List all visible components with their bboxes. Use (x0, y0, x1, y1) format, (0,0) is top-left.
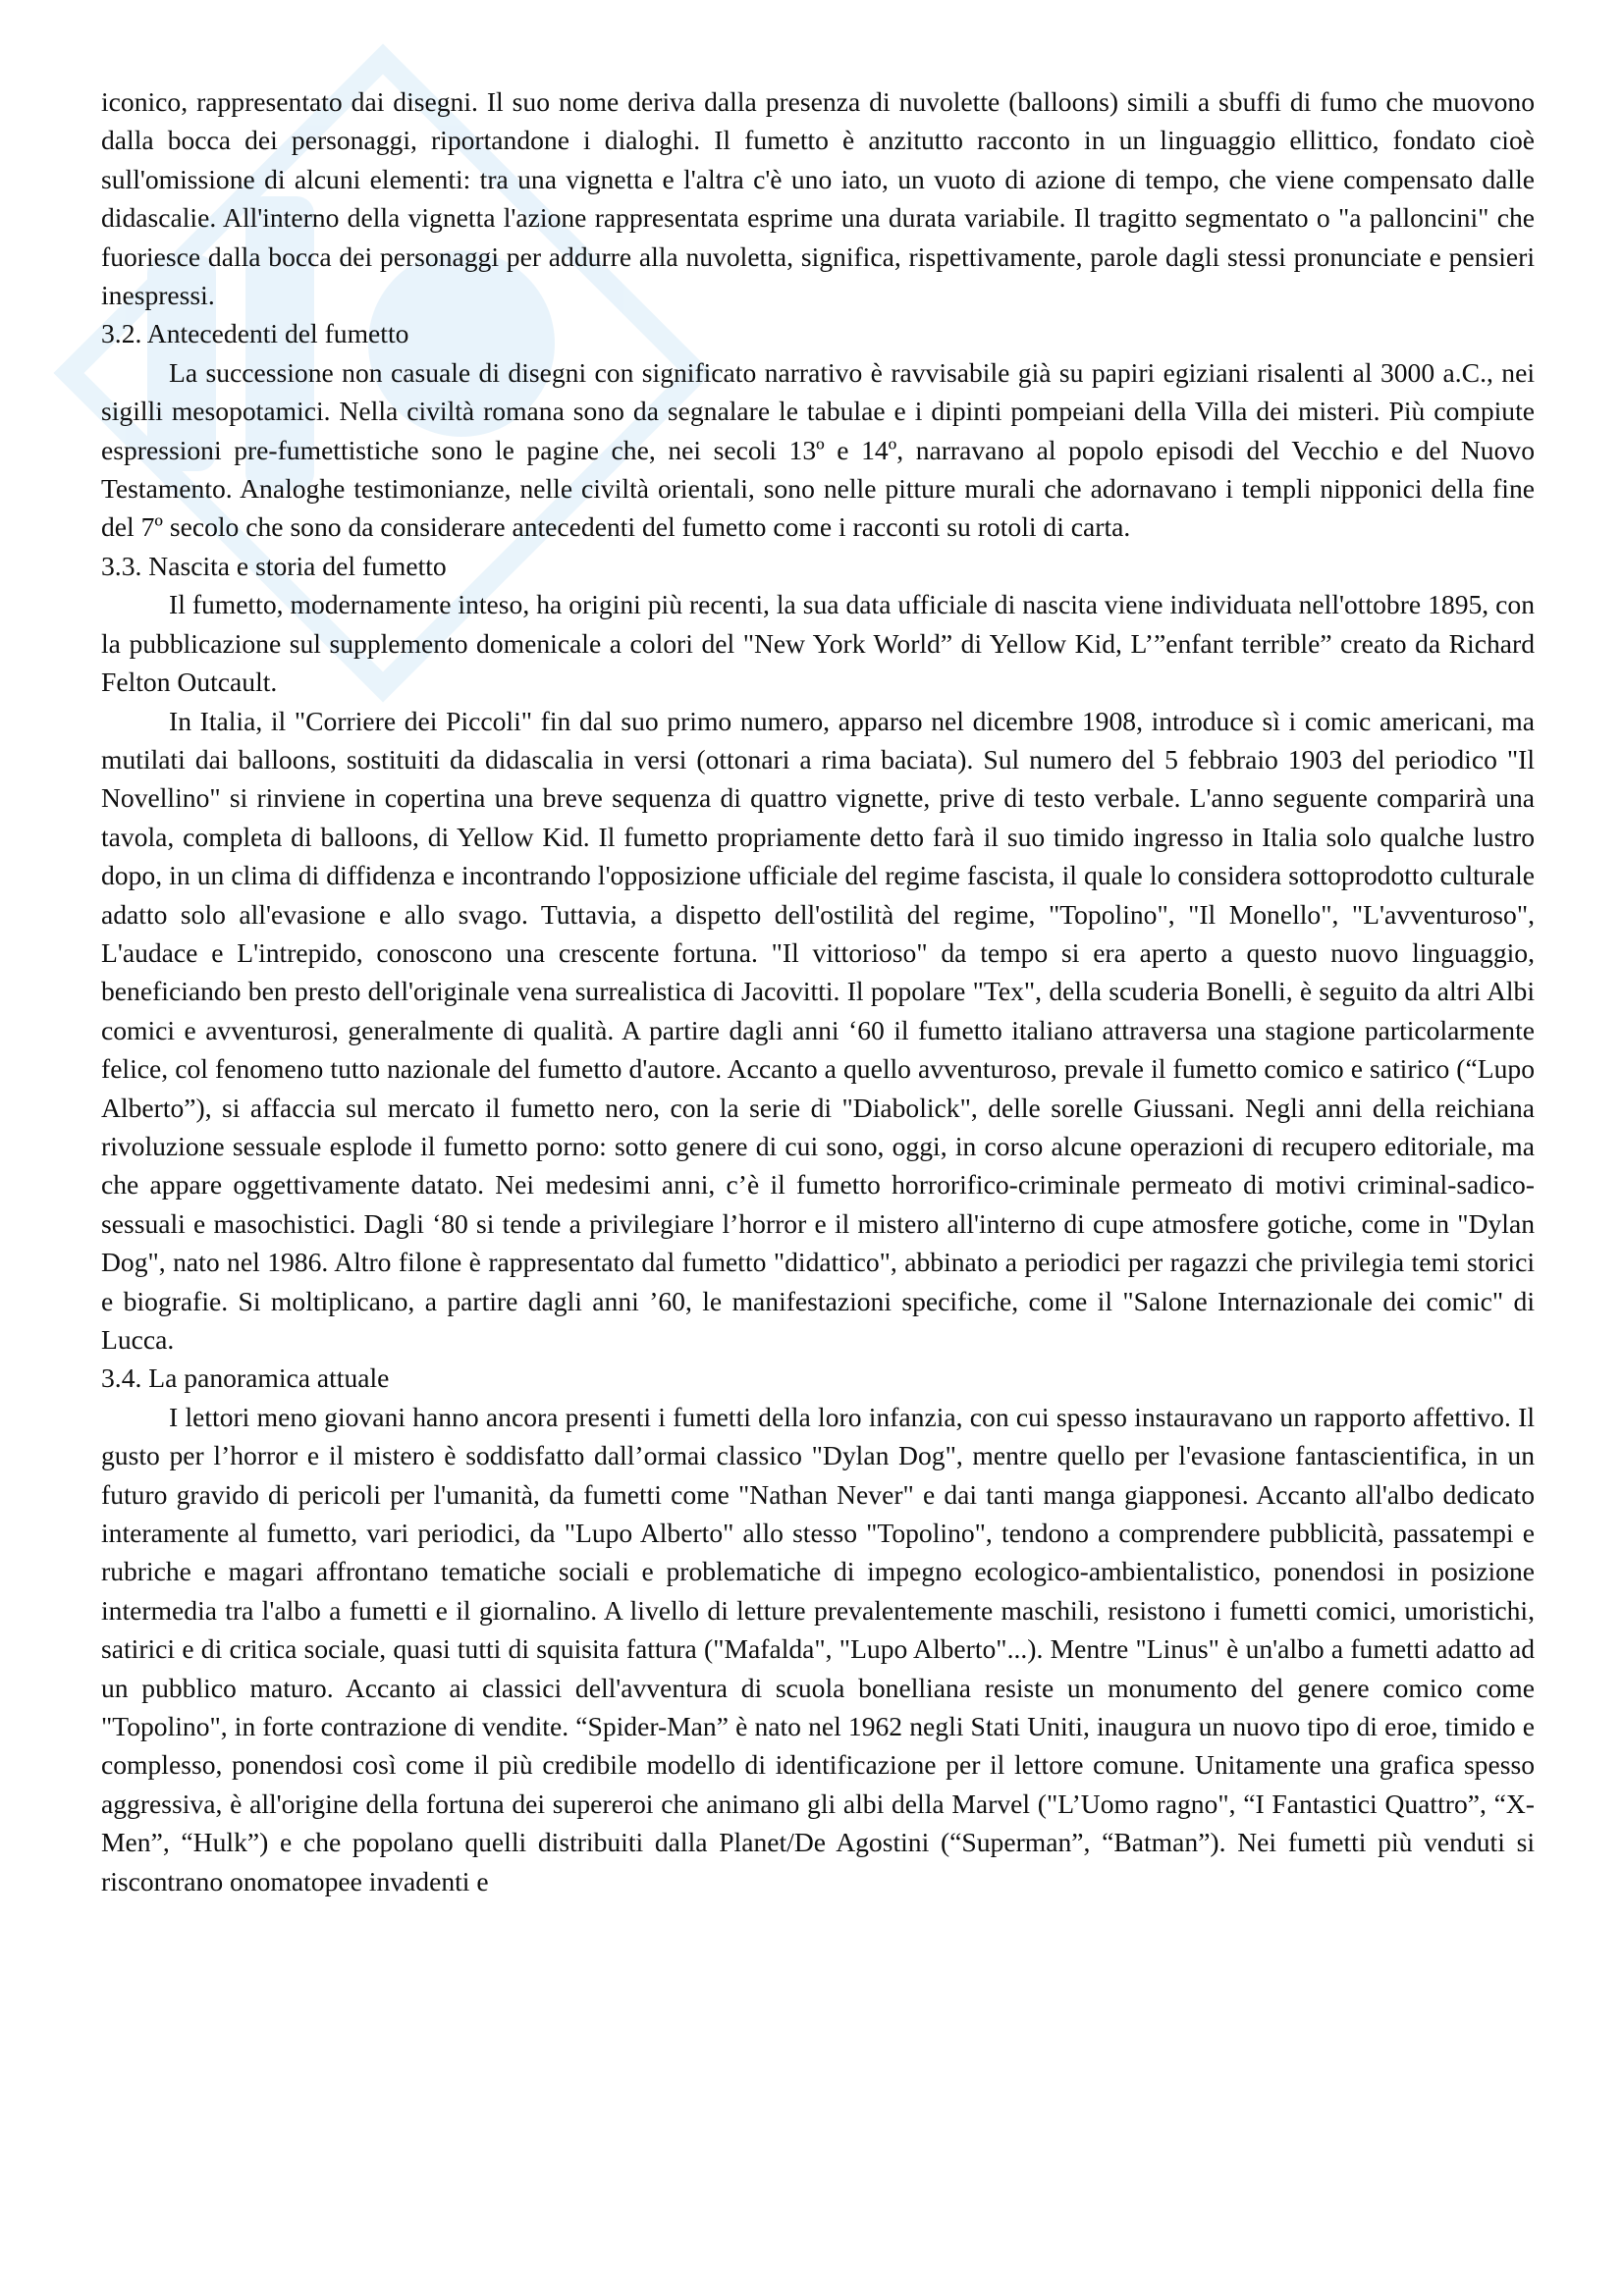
section-heading: 3.3. Nascita e storia del fumetto (101, 550, 447, 581)
body-paragraph: La successione non casuale di disegni con significato narrativo è ravvisabile già su papiri egiziani risalenti al 3000 a.C., nei sigilli mesopotamici. Nella civiltà romana sono da segnalare le tabulae e i dipinti pompeiani della Villa dei misteri. Più compiute espressioni pre-fumettistiche sono le pagine che, nei secoli 13º e 14º, narravano al popolo episodi del Vecchio e del Nuovo Testamento. Analoghe testimonianze, nelle civiltà orientali, sono nelle pitture murali che adornavano i templi nipponici della fine del 7º secolo che sono da considerare antecedenti del fumetto come i racconti su rotoli di carta. (101, 356, 1535, 543)
document-page (101, 82, 1535, 1900)
section-heading: 3.2. Antecedenti del fumetto (101, 318, 409, 349)
body-paragraph: In Italia, il "Corriere dei Piccoli" fin dal suo primo numero, apparso nel dicembre 1908, introduce sì i comic americani, ma mutilati dai balloons, sostituiti da didascalia in versi (ottonari a rima baciata). Sul numero del 5 febbraio 1903 del periodico "Il Novellino" si rinviene in copertina una breve sequenza di quattro vignette, prive di testo verbale. L'anno seguente comparirà una tavola, completa di balloons, di Yellow Kid. Il fumetto propriamente detto farà il suo timido ingresso in Italia solo qualche lustro dopo, in un clima di diffidenza e incontrando l'opposizione ufficiale del regime fascista, il quale lo considera sottoprodotto culturale adatto solo all'evasione e allo svago. Tuttavia, a dispetto dell'ostilità del regime, "Topolino", "Il Monello", "L'avventuroso", L'audace e L'intrepido, conoscono una crescente fortuna. "Il vittorioso" da tempo si era aperto a questo nuovo linguaggio, beneficiando ben presto dell'originale vena surrealistica di Jacovitti. Il popolare "Tex", della scuderia Bonelli, è seguito da altri Albi comici e avventurosi, generalmente di qualità. A partire dagli anni ‘60 il fumetto italiano attraversa una stagione particolarmente felice, col fenomeno tutto nazionale del fumetto d'autore. Accanto a quello avventuroso, prevale il fumetto comico e satirico (“Lupo Alberto”), si affaccia sul mercato il fumetto nero, con la serie di "Diabolick", delle sorelle Giussani. Negli anni della reichiana rivoluzione sessuale esplode il fumetto porno: sotto genere di cui sono, oggi, in corso alcune operazioni di recupero editoriale, ma che appare oggettivamente datato. Nei medesimi anni, c’è il fumetto horrorifico-criminale permeato di motivi criminal-sadico-sessuali e masochistici. Dagli ‘80 si tende a privilegiare l’horror e il mistero all'interno di cupe atmosfere gotiche, come in "Dylan Dog", nato nel 1986. Altro filone è rappresentato dal fumetto "didattico", abbinato a periodici per ragazzi che privilegia temi storici e biografie. Si moltiplicano, a partire dagli anni ’60, le manifestazioni specifiche, come il "Salone Internazionale dei comic" di Lucca. (101, 705, 1535, 1355)
body-paragraph: I lettori meno giovani hanno ancora presenti i fumetti della loro infanzia, con cui spesso instauravano un rapporto affettivo. Il gusto per l’horror e il mistero è soddisfatto dall’ormai classico "Dylan Dog", mentre quello per l'evasione fantascientifica, in un futuro gravido di pericoli per l'umanità, da fumetti come "Nathan Never" e dai tanti manga giapponesi. Accanto all'albo dedicato interamente al fumetto, vari periodici, da "Lupo Alberto" allo stesso "Topolino", tendono a comprendere pubblicità, passatempi e rubriche e magari affrontano tematiche sociali e problematiche di impegno ecologico-ambientalistico, ponendosi in posizione intermedia tra l'albo a fumetti e il giornalino. A livello di letture prevalentemente maschili, resistono i fumetti comici, umoristichi, satirici e di critica sociale, quasi tutti di squisita fattura ("Mafalda", "Lupo Alberto"...). Mentre "Linus" è un'albo a fumetti adatto ad un pubblico maturo. Accanto ai classici dell'avventura di scuola bonelliana resiste un monumento del genere comico come "Topolino", in forte contrazione di vendite. “Spider-Man” è nato nel 1962 negli Stati Uniti, inaugura un nuovo tipo di eroe, timido e complesso, ponendosi così come il più credibile modello di identificazione per il lettore comune. Unitamente una grafica spesso aggressiva, è all'origine della fortuna dei supereroi che animano gli albi della Marvel ("L’Uomo ragno", “I Fantastici Quattro”, “X-Men”, “Hulk”) e che popolano quelli distribuiti dalla Planet/De Agostini (“Superman”, “Batman”). Nei fumetti più venduti si riscontrano onomatopee invadenti e (101, 1401, 1535, 1896)
body-paragraph: Il fumetto, modernamente inteso, ha origini più recenti, la sua data ufficiale di nascita viene individuata nell'ottobre 1895, con la pubblicazione sul supplemento domenicale a colori del "New York World” di Yellow Kid, L’”enfant terrible” creato da Richard Felton Outcault. (101, 589, 1535, 698)
body-paragraph: iconico, rappresentato dai disegni. Il suo nome deriva dalla presenza di nuvolette (balloons) simili a sbuffi di fumo che muovono dalla bocca dei personaggi, riportandone i dialoghi. Il fumetto è anzitutto racconto in un linguaggio ellittico, fondato cioè sull'omissione di alcuni elementi: tra una vignetta e l'altra c'è uno iato, un vuoto di azione di tempo, che viene compensato dalle didascalie. All'interno della vignetta l'azione rappresentata esprime una durata variabile. Il tragitto segmentato o "a palloncini" che fuoriesce dalla bocca dei personaggi per addurre alla nuvoletta, significa, rispettivamente, parole dagli stessi pronunciate e pensieri inespressi. (101, 86, 1535, 311)
section-heading: 3.4. La panoramica attuale (101, 1362, 390, 1394)
